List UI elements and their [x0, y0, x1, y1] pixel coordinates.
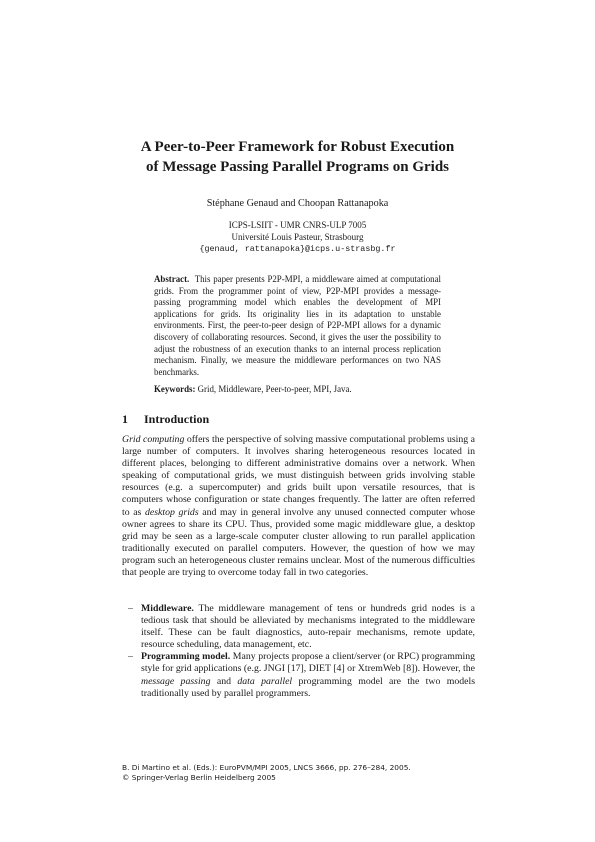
section-heading — [122, 412, 209, 426]
intro-term-grid-computing: Grid computing — [122, 434, 185, 445]
bullet-middleware — [128, 603, 475, 651]
section-number: 1 — [122, 412, 128, 426]
keywords-label: Keywords: — [154, 384, 196, 394]
section-title: Introduction — [144, 412, 210, 426]
bullet-text-c: programming model are the two models traditionally used by parallel programmers. — [141, 675, 476, 699]
abstract-text: This paper presents P2P-MPI, a middleware aimed at computational grids. From the programmer point of view, P2P-MPI provides a message-passing programming model which enables the development of MPI applications for grids. Its originality lies in its adaptation to unstable environments. First, the peer-to-peer design of P2P-MPI allows for a dynamic discovery of collaborating resources. Second, it gives the user the possibility to adjust the robustness of an execution thanks to an internal process replication mechanism. Finally, we measure the middleware performances on two NAS benchmarks. — [154, 274, 442, 377]
affiliation-line-1: ICPS-LSIIT - UMR CNRS-ULP 7005 — [228, 220, 367, 230]
publication-footer — [122, 763, 411, 783]
bullet-dash: – — [128, 651, 133, 663]
affiliation-line-2: Université Louis Pasteur, Strasbourg — [231, 231, 364, 242]
bullet-label: Programming model. — [141, 651, 231, 663]
abstract — [154, 274, 441, 378]
keywords-text: Grid, Middleware, Peer-to-peer, MPI, Java. — [197, 384, 352, 394]
affiliation — [0, 220, 595, 255]
abstract-label: Abstract. — [154, 274, 190, 284]
bullet-term-message-passing: message passing — [141, 675, 211, 687]
footer-copyright: © Springer-Verlag Berlin Heidelberg 2005 — [122, 773, 276, 782]
keywords — [154, 384, 454, 396]
footer-citation: B. Di Martino et al. (Eds.): EuroPVM/MPI 2005, LNCS 3666, pp. 276–284, 2005. — [122, 763, 411, 772]
author-email: {genaud, rattanapoka}@icps.u-strasbg.fr — [199, 243, 396, 254]
bullet-term-data-parallel: data parallel — [237, 675, 293, 687]
title-line-2: of Message Passing Parallel Programs on Grids — [145, 159, 450, 175]
bullet-text-a: Many projects propose a client/server (or RPC) programming style for grid applications (e.g. JNGI [17], DIET [4] or XtremWeb [8]). However, the — [141, 651, 475, 675]
title-line-1: A Peer-to-Peer Framework for Robust Execution — [140, 139, 455, 155]
bullet-text: The middleware management of tens or hundreds grid nodes is a tedious task that should be alleviated by mechanisms integrated to the middleware itself. These can be fault diagnostics, auto-repair mechanisms, remote update, resource scheduling, data management, etc. — [141, 603, 475, 651]
intro-paragraph — [122, 434, 475, 579]
intro-text-part-2: and may in general involve any unused connected computer whose owner agrees to share its CPU. Thus, provided some magic middleware glue, a desktop grid may be seen as a large-scale computer cluster allowing to run parallel application traditionally executed on parallel computers. However, the question of how we may program such an heterogeneous cluster remains unclear. Most of the numerous difficulties that people are trying to overcome today fall in two categories. — [122, 506, 476, 579]
bullet-text-b: and — [216, 675, 231, 687]
bullet-label: Middleware. — [141, 603, 194, 614]
intro-text-part-1: offers the perspective of solving massive computational problems using a large number of computers. It involves sharing heterogeneous resources located in different places, belonging to different administrative domains over a network. When speaking of computational grids, we must distinguish between grids involving stable resources (e.g. a supercomputer) and grids built upon versatile resources, that is computers whose configuration or state changes frequently. The latter are often referred to as — [122, 434, 475, 518]
intro-term-desktop-grids: desktop grids — [144, 506, 199, 518]
bullet-list — [128, 603, 475, 700]
bullet-dash: – — [128, 603, 133, 614]
bullet-programming-model — [128, 651, 475, 699]
paper-title — [0, 137, 595, 177]
author-list: Stéphane Genaud and Choopan Rattanapoka — [206, 198, 389, 209]
